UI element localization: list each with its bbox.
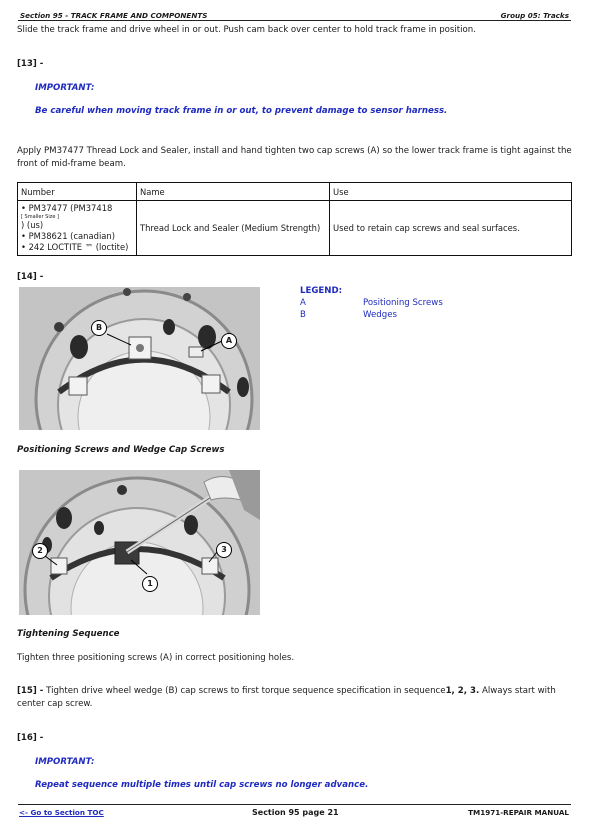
figure-2-caption: Tightening Sequence <box>17 629 120 639</box>
figure-positioning-screws <box>19 287 260 430</box>
header-divider <box>18 20 571 21</box>
table-header-name: Name <box>137 183 330 201</box>
legend <box>300 285 500 321</box>
table-header-number: Number <box>18 183 137 201</box>
step-14-label: [14] - <box>17 272 44 282</box>
table-header-use: Use <box>330 183 572 201</box>
intro-text: Slide the track frame and drive wheel in or out. Push cam back over center to hold track frame in position. <box>17 25 476 35</box>
part-number-line: ) (us) <box>21 220 44 230</box>
manual-id: TM1971-REPAIR MANUAL <box>468 808 569 817</box>
section-toc-link[interactable]: <- Go to Section TOC <box>19 808 104 817</box>
important-heading-16: IMPORTANT: <box>35 757 95 767</box>
part-numbers-cell <box>18 201 137 256</box>
callout-2: 2 <box>32 543 48 559</box>
step-15-text: Tighten drive wheel wedge (B) cap screws to first torque sequence specification in sequence <box>43 686 446 696</box>
step-15-sequence: 1, 2, 3. <box>445 686 480 696</box>
footer-divider <box>18 804 571 805</box>
important-warning-13: Be careful when moving track frame in or out, to prevent damage to sensor harness. <box>35 106 448 116</box>
part-number-line: • PM37477 (PM37418 <box>21 203 113 213</box>
figure-1-caption: Positioning Screws and Wedge Cap Screws <box>17 445 225 455</box>
legend-item <box>300 297 500 309</box>
step-15-label: [15] - <box>17 686 44 696</box>
part-name-cell: Thread Lock and Sealer (Medium Strength) <box>137 201 330 256</box>
callout-b: B <box>91 320 107 336</box>
step-15-paragraph <box>17 685 573 711</box>
legend-value: Wedges <box>363 310 397 320</box>
important-warning-16: Repeat sequence multiple times until cap screws no longer advance. <box>35 780 369 790</box>
legend-item <box>300 309 500 321</box>
figure-tightening-sequence <box>19 470 260 615</box>
legend-title: LEGEND: <box>300 286 343 296</box>
part-use-cell: Used to retain cap screws and seal surfaces. <box>330 201 572 256</box>
step-15-text-after: Always start with center cap screw. <box>17 686 556 709</box>
part-number-line: • PM38621 (canadian) <box>21 231 115 241</box>
callout-1: 1 <box>142 576 158 592</box>
section-title: Section 95 - TRACK FRAME AND COMPONENTS <box>20 11 208 20</box>
important-heading-13: IMPORTANT: <box>35 83 95 93</box>
tighten-text: Tighten three positioning screws (A) in correct positioning holes. <box>17 653 295 663</box>
part-number-note: [ Smaller Size ] <box>21 214 59 220</box>
legend-key: B <box>300 310 306 320</box>
wheel-photo-1 <box>19 287 260 430</box>
group-title: Group 05: Tracks <box>500 11 569 20</box>
part-number-line: • 242 LOCTITE ™ (loctite) <box>21 242 129 252</box>
legend-key: A <box>300 298 306 308</box>
callout-3: 3 <box>216 542 232 558</box>
page-number: Section 95 page 21 <box>252 808 339 817</box>
step-16-label: [16] - <box>17 733 44 743</box>
callout-a: A <box>221 333 237 349</box>
step-13-label: [13] - <box>17 59 44 69</box>
table-row <box>18 201 572 256</box>
parts-table <box>17 182 572 256</box>
legend-value: Positioning Screws <box>363 298 443 308</box>
table-header-row <box>18 183 572 201</box>
apply-text: Apply PM37477 Thread Lock and Sealer, install and hand tighten two cap screws (A) so the lower track frame is tight against the front of mid-frame beam. <box>17 146 572 169</box>
